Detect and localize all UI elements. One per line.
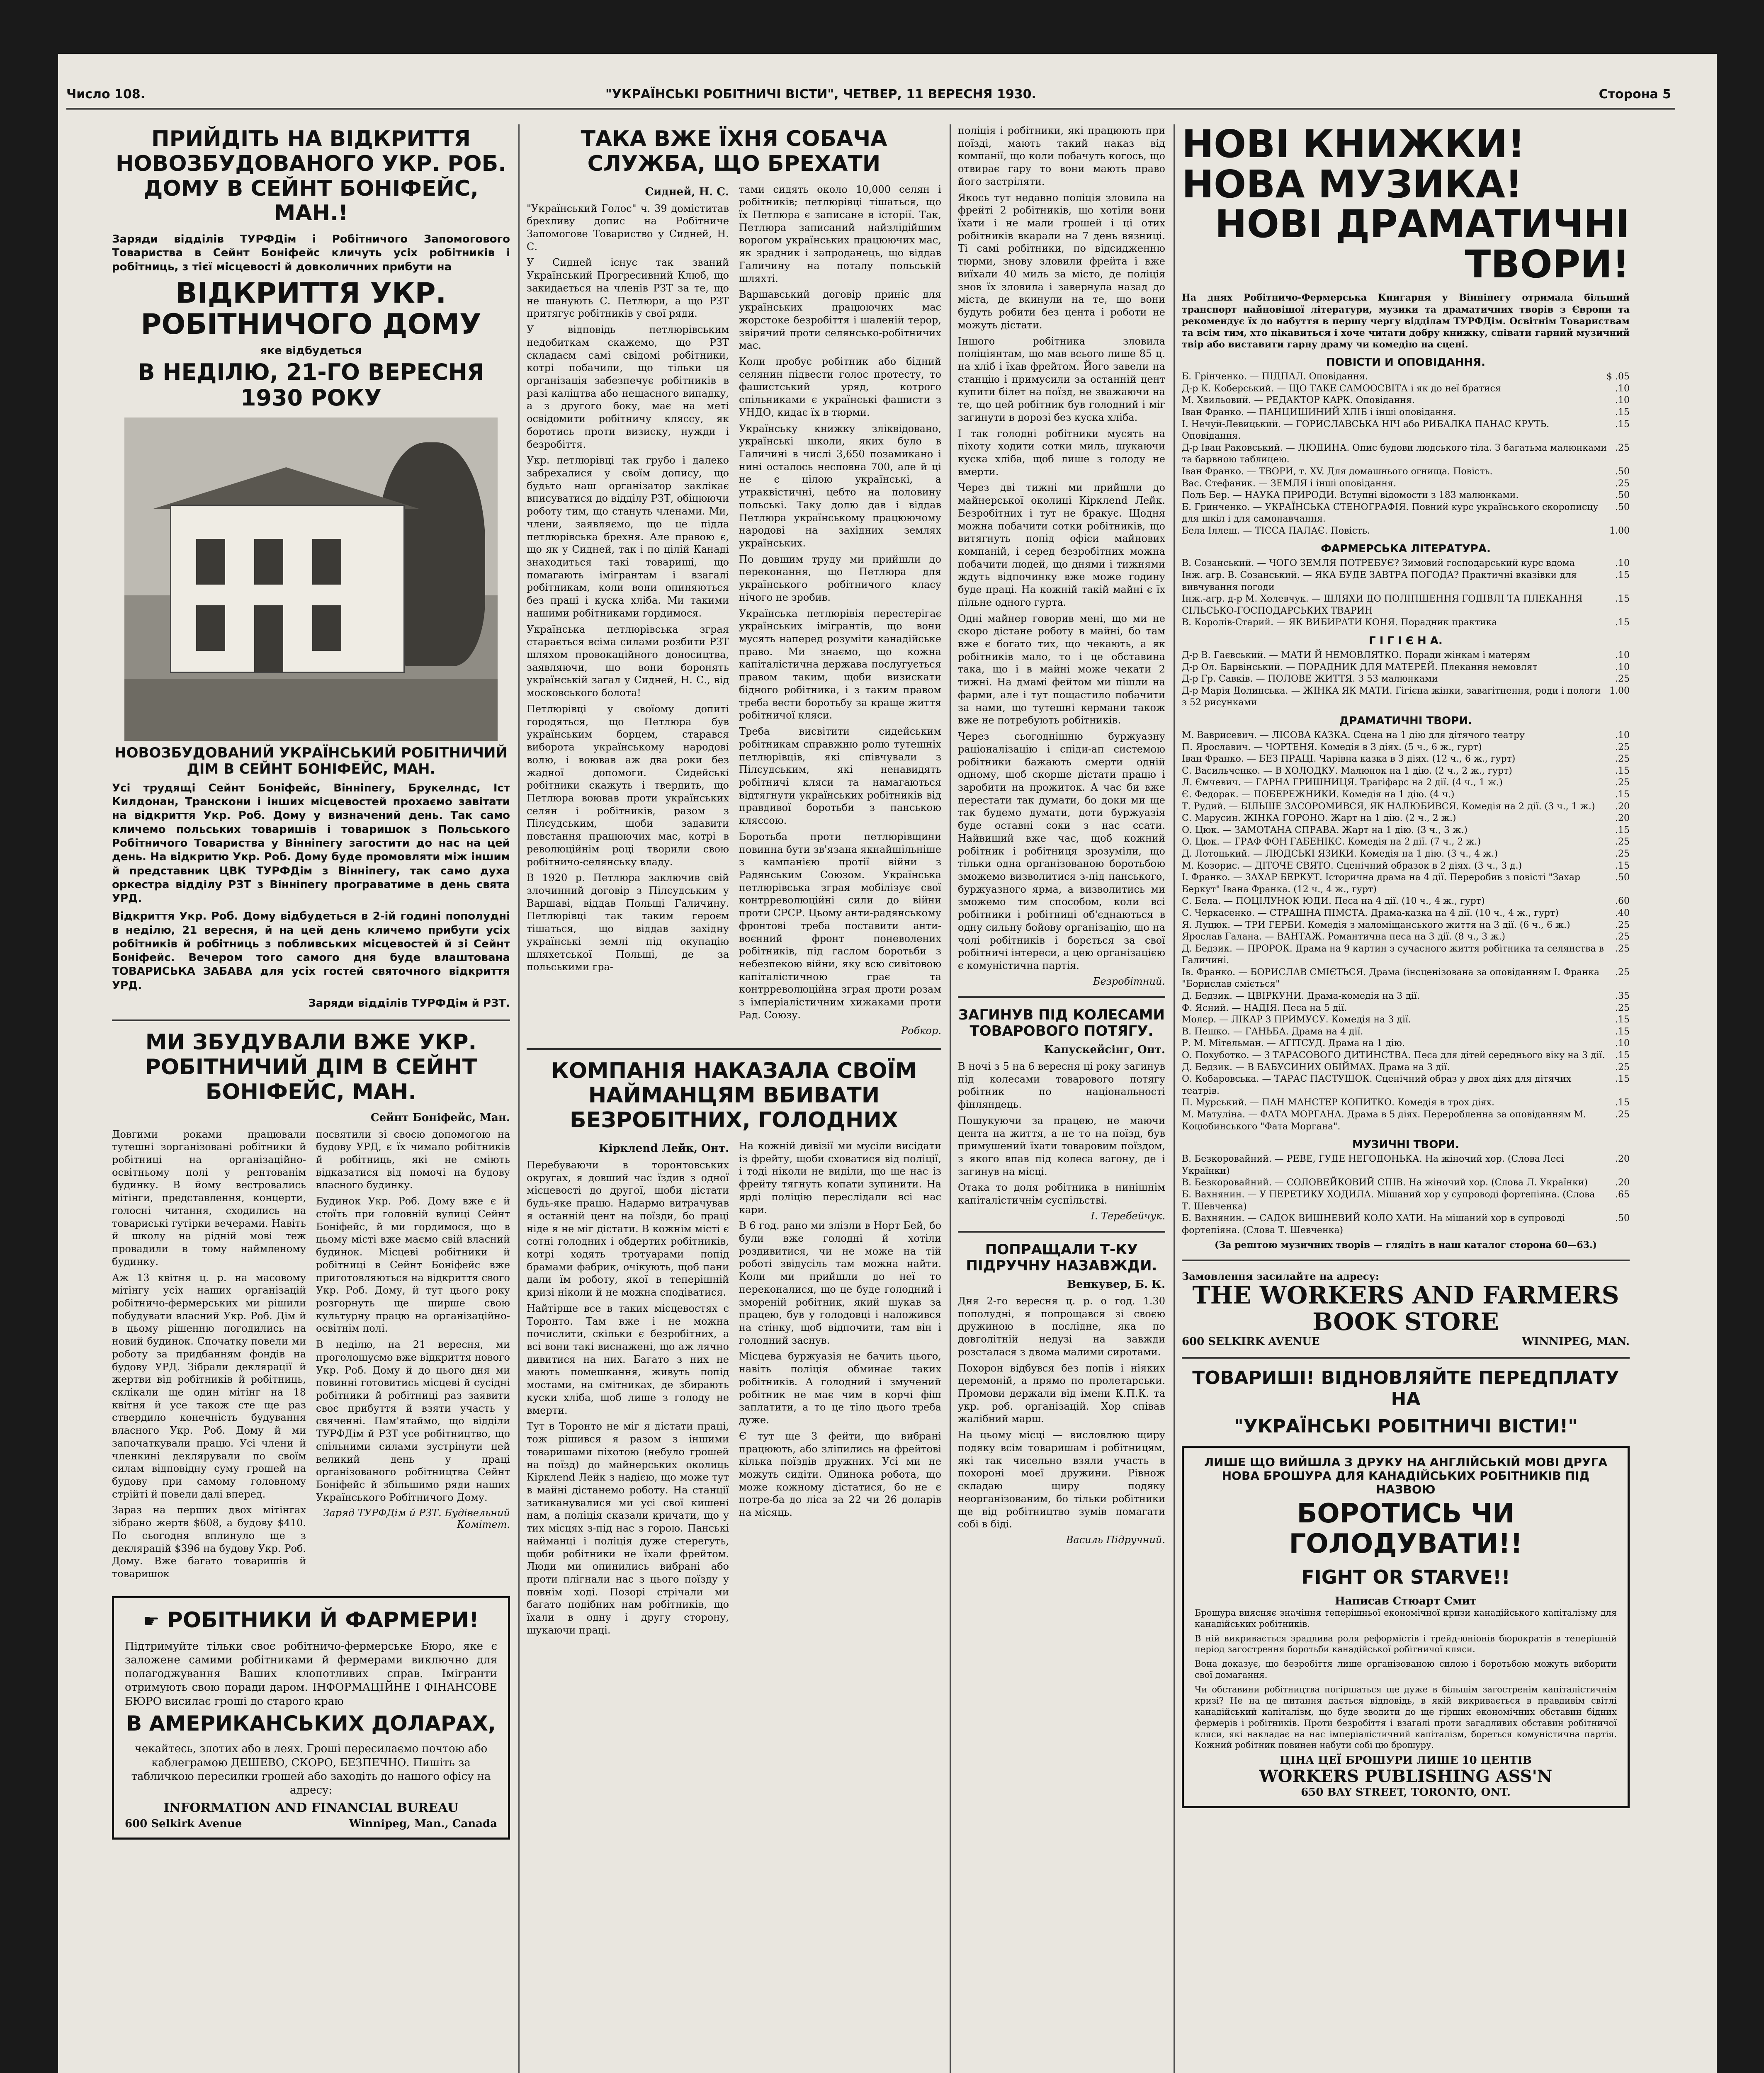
book-list-item — [1182, 617, 1630, 629]
dateline-boniface: Сейнт Боніфейс, Ман. — [370, 1111, 510, 1124]
publisher-name: WORKERS PUBLISHING ASS'N — [1259, 1767, 1553, 1787]
book-price: .35 — [1615, 991, 1630, 1002]
headline-new-dramas: НОВІ ДРАМАТИЧНІ ТВОРИ! — [1215, 202, 1630, 286]
sydney-p15: Боротьба проти петлюрівщини повинна бути зв'язана якнайшільніше з кампанією протії війни з Радянським Союзом. Українська петлюрівська зграя мобілізує свої контрреволюційні сили до війни проти СРСР. Цьому анти-радянському фронтові треба поставити анти-воєнний фронт поневолених робітників, під гаслом боротьби з небезпекою війни, яку всю сивітовою капіталістичною грає та контрреволюційна зграя проти розам з імперіалістичним хижаками проти Рад. Союзу. — [739, 830, 941, 1021]
book-list-item — [1182, 990, 1630, 1003]
book-title: С. Васильченко. — В ХОЛОДКУ. Малюнок на 1 дію. (2 ч., 2 ж., гурт) — [1182, 765, 1512, 776]
book-title: С. Черкасенко. — СТРАШНА ПІМСТА. Драма-казка на 4 дії. (10 ч., 4 ж., гурт) — [1182, 908, 1559, 918]
book-price: .15 — [1615, 860, 1630, 871]
book-price: .10 — [1615, 1038, 1630, 1049]
column-rule — [950, 124, 951, 2073]
photo-caption: НОВОЗБУДОВАНИЙ УКРАЇНСЬКИЙ РОБІТНИЧИЙ ДІМ В СЕЙНТ БОНІФЕЙС, МАН. — [114, 744, 508, 777]
sydney-p7: В 1920 р. Петлюра заключив свій злочинний договір з Пілсудським у Варшаві, віддав Польщі Галичину. Петлюрівці так таким героєм тішаться, що віддав західну українські землі під окупацію шляхетської Польщі, де за польськими гра- — [527, 872, 729, 973]
list-farming — [1182, 558, 1630, 629]
pamphlet-title-eng: FIGHT OR STARVE!! — [1301, 1566, 1510, 1588]
book-list-item — [1182, 1014, 1630, 1026]
book-list-item — [1182, 765, 1630, 777]
farewell-p1: Дня 2-го вересня ц. р. о год. 1.30 пополудні, я попрощався зі своєю дружиною в послідне, яка по довголітній недузі на завжди розсталася з двома малими сиротами. — [958, 1295, 1165, 1358]
book-title: І. Франко. — ЗАХАР БЕРКУТ. Історична драма на 4 дії. Переробив з повісті "Захар Беркут" Івана Франка. (12 ч., 4 ж., гурт) — [1182, 872, 1581, 895]
book-title: В. Королів-Старий. — ЯК ВИБИРАТИ КОНЯ. Порадник практика — [1182, 617, 1497, 628]
book-title: В. Созанський. — ЧОГО ЗЕМЛЯ ПОТРЕБУЄ? Зимовий господарський курс вдома — [1182, 558, 1575, 569]
book-price: .15 — [1615, 825, 1630, 835]
killed-p1: В ночі з 5 на 6 вересня ці року загинув під колесами товарового потягу робітник по національності фінляндець. — [958, 1060, 1165, 1111]
store-name-2: BOOK STORE — [1312, 1308, 1499, 1336]
book-price: .60 — [1615, 896, 1630, 907]
bureau-ad-dollars: В АМЕРИКАНСЬКИХ ДОЛАРАХ, — [126, 1711, 496, 1736]
book-list-item — [1182, 896, 1630, 908]
headline-farewell: ПОПРАЩАЛИ Т-КУ ПІДРУЧНУ НАЗАВЖДИ. — [966, 1241, 1157, 1274]
publisher-address: 650 BAY STREET, TORONTO, ONT. — [1301, 1786, 1511, 1799]
book-list-item — [1182, 908, 1630, 920]
sydney-p11: Українську книжку зліквідовано, українські школи, яких було в Галичині в числі 3,650 позамикано і нині осталось несповна 700, але й ці не є цілою українські, а утраквістичні, цебто на половину польські. Таку долю дав і віддав Петлюра українському працюючому народові на західних землях українських. — [739, 422, 941, 549]
built-signature: Заряд ТУРФДім й РЗТ. Будівельний Комітет. — [323, 1507, 510, 1531]
book-title: Д. Бедзик. — ЦВІРКУНИ. Драма-комедія на 3 дії. — [1182, 991, 1420, 1002]
book-list-item — [1182, 1153, 1630, 1177]
kirkland-cont-p6: Одні майнер говорив мені, що ми не скоро дістане роботу в майні, бо там вже є богато тих, що чекають, а як робітників мало, то і це обставина така, що і в майні може чекати 2 тижні. На дмамі фейтом ми пішли на фарми, але і тут пощастило побачити за нами, що тутешні кермани також вже не потребують робітників. — [958, 612, 1165, 726]
book-list-item — [1182, 395, 1630, 407]
dateline-kirkland: Кірклend Лейк, Онт. — [598, 1142, 729, 1155]
column-3 — [958, 124, 1165, 2073]
book-title: С. Бела. — ПОЦІЛУНОК ЮДИ. Песа на 4 дії. (10 ч., 4 ж., гурт) — [1182, 896, 1485, 907]
built-body-4: Аж 13 квітня ц. р. на масовому мітінгу усіх наших організацій робітничо-фермерських ми рішили побудувати власний Укр. Роб. Дім й в цьому рішенню погодились на новий будинок. Спочатку повели ми роботу за придбанням фондів на будову УРД. Зібрали деклярації й жертви від робітників й робітниць, склікали ще один мітінг на 18 квітня й усе також сте ще раз ствердило конечність будування власного Укр. Роб. Дому й ми започаткували працю. Усі члени й членкині деклярували по своїм силам відповідну суму грошей на будову при самому головному стрійті й повели далі вперед. — [112, 1272, 306, 1500]
book-list-item — [1182, 848, 1630, 860]
book-title: Д-р В. Гаєвський. — МАТИ Й НЕМОВЛЯТКО. Поради жінкам і матерям — [1182, 650, 1530, 661]
book-list-item — [1182, 1073, 1630, 1097]
book-list-item — [1182, 593, 1630, 617]
category-farming: ФАРМЕРСЬКА ЛІТЕРАТУРА. — [1321, 543, 1491, 556]
book-price: .10 — [1615, 730, 1630, 740]
book-list-item — [1182, 442, 1630, 466]
book-list-item — [1182, 662, 1630, 674]
category-dramas: ДРАМАТИЧНІ ТВОРИ. — [1339, 715, 1472, 727]
dateline-sydney: Сидней, Н. С. — [645, 185, 729, 198]
bureau-ad-body: Підтримуйте тільки своє робітничо-фермерське Бюро, яке є заложене самими робітниками й фермерами виключно для полагоджування Ваших клопотливих справ. Імігранти отримують свою поради даром. ІНФОРМАЦІЙНЕ І ФІНАНСОВЕ БЮРО висилає гроші до старого краю — [125, 1640, 497, 1708]
book-title: Б. Вахнянин. — САДОК ВИШНЕВИЙ КОЛО ХАТИ. На мішаний хор в супроводі фортепіяна. (Слова Т. Шевченка) — [1182, 1213, 1565, 1236]
book-price: .25 — [1615, 932, 1630, 942]
sydney-p8: тами сидять около 10,000 селян і робітників; петлюрівці тішаться, що їх Петлюра є записане в історії. Так, Петлюра записаний найзлідійшим ворогом українських працюючих мас, як зрадник і запроданець, що віддав Галичину на поталу польській шляхті. — [739, 183, 941, 284]
opening-which: яке відбудеться — [260, 344, 362, 357]
book-price: .40 — [1615, 908, 1630, 918]
list-music — [1182, 1153, 1630, 1236]
book-list-item — [1182, 673, 1630, 685]
sydney-p4: Укр. петлюрівці так грубо і далеко забрехалися у своїм допису, що будьто наш організатор заклікає вписуватися до відділу РЗТ, обіцюючи роботу тим, що стануть членами. Ми, члени, заявляємо, що це підла петлюрівська брехня. Але правою є, що як у Сидней, так і по цілій Канаді знаходиться такі товариші, що помагають імігрантам і взагалі робітникам, коли вони опиняються без праці і куска хліба. Ми такими нашими робітниками гордимося. — [527, 454, 729, 619]
killed-p3: Отака то доля робітника в нинішнім капіталістичнім суспільстві. — [958, 1182, 1165, 1206]
pamphlet-body-2: В ній викривається зрадлива роля реформістів і трейд-юніонів бюрократів в теперішній період загострення боротьби канадійської робітничої кляси. — [1195, 1633, 1617, 1655]
book-title: О. Цюк. — ЗАМОТАНА СПРАВА. Жарт на 1 дію. (3 ч., 3 ж.) — [1182, 825, 1468, 835]
column-2 — [527, 124, 941, 2073]
book-title: Інж.-агр. д-р М. Холевчук. — ШЛЯХИ ДО ПОЛІПШЕННЯ ГОДІВЛІ ТА ПЛЕКАННЯ СІЛЬСЬКО-ГОСПОДАРСЬКИХ ТВАРИН — [1182, 594, 1583, 616]
masthead-line: "УКРАЇНСЬКІ РОБІТНИЧІ ВІСТИ", ЧЕТВЕР, 11 ВЕРЕСНЯ 1930. — [605, 87, 1036, 102]
book-title: Поль Бер. — НАУКА ПРИРОДИ. Вступні відомости з 183 малюнками. — [1182, 490, 1519, 501]
book-title: М. Ваврисевич. — ЛІСОВА КАЗКА. Сцена на 1 дію для дітячого театру — [1182, 730, 1525, 740]
column-rule — [518, 124, 520, 2073]
sydney-p9: Варшавський договір приніс для українських працюючих мас жорстоке безробіття і шаленій терор, звірячий проти селянсько-робітничих мас. — [739, 289, 941, 352]
headline-killed: ЗАГИНУВ ПІД КОЛЕСАМИ ТОВАРОВОГО ПОТЯГУ. — [958, 1006, 1165, 1039]
book-price: 1.00 — [1609, 685, 1630, 696]
book-price: .15 — [1615, 1026, 1630, 1037]
book-title: В. Безкоровайний. — РЕВЕ, ГУДЕ НЕГОДОНЬКА. На жіночий хор. (Слова Лесі Українки) — [1182, 1154, 1564, 1176]
book-list-item — [1182, 419, 1630, 442]
opening-body-1: Усі трудящі Сейнт Боніфейс, Вінніпегу, Брукелндс, Іст Килдонан, Транскони і інших місцевостей прохаємо завітати на відкриття Укр. Роб. Дому у визначений день. Так само кличемо польських товаришів і товаришок з Польського Робітничого Товариства у Вінніпегу загостити до нас на цей день. На відкритю Укр. Роб. Дому буде промовляти між іншим й представник ЦВК ТУРФДім з Вінніпегу, так само духа оркестра відділу РЗТ з Вінніпегу програватиме в день свята УРД. — [112, 782, 510, 905]
dateline-kapuskasing: Капускейсінг, Онт. — [1044, 1043, 1165, 1056]
headline-opening: ПРИЙДІТЬ НА ВІДКРИТТЯ НОВОЗБУДОВАНОГО УКР. РОБ. ДОМУ В СЕЙНТ БОНІФЕЙС, МАН.! — [115, 126, 507, 226]
sydney-p13: Українська петлюрівія перестерігає українських імігрантів, що вони мусять наперед розуміти канадійське право. Ми знаємо, що кожна капіталістична держава послугується правом таким, щоби визискати бідного робітника, і з таким правом треба вести боротьбу за краще життя робітничої кляси. — [739, 607, 941, 721]
kirkland-p3: Тут в Торонто не міг я дістати праці, тож рішився я разом з іншими товаришами піхотою (небуло грошей на поїзд) до майнерських околиць Кірклend Лейк з надією, що може тут в майні дістанемо роботу. На станції затиканувалися ми усі свої кишені нам, а поліція сказали кричати, що у тих місцях з-під нас з горою. Панські найманці і поліція дуже стерегуть, щоби робітники не їхали фрейтом. Люди ми опинились вибрані або проти плігнали нас з цього поїзду у повнім ході. Позорі стрічали ми багато подібних нам робітників, що їхали в одну і другу сторону, шукаючи праці. — [527, 1420, 729, 1636]
column-rule — [1174, 124, 1175, 2073]
book-price: .15 — [1615, 419, 1630, 430]
book-list-item — [1182, 1038, 1630, 1050]
book-title: Д. Бедзик. — ПРОРОК. Драма на 9 картин з сучасного життя робітника та селянства в Галичині. — [1182, 943, 1604, 966]
book-title: Б. Вахнянин. — У ПЕРЕТИКУ ХОДИЛА. Мішаний хор у супроводі фортепіяна. (Слова Т. Шевченка) — [1182, 1189, 1595, 1212]
store-address: 600 SELKIRK AVENUE — [1182, 1335, 1320, 1348]
kirkland-p6: Місцева буржуазія не бачить цього, навіть поліція обминає таких робітників. А голодний і змучений робітник не має чим в корчі фіш заплатити, а то це тіло цього треба дуже. — [739, 1350, 941, 1426]
book-list-item — [1182, 1177, 1630, 1189]
catalog-note: (За рештою музичних творів — глядіть в наш каталог сторона 60—63.) — [1214, 1240, 1597, 1251]
pamphlet-ad — [1182, 1446, 1630, 1808]
book-price: .50 — [1615, 502, 1630, 512]
book-title: Д-р К. Коберський. — ЩО ТАКЕ САМООСВІТА і як до неї братися — [1182, 383, 1501, 394]
book-title: Д-р Марія Долинська. — ЖІНКА ЯК МАТИ. Гігієна жінки, завагітнення, роди і пологи з 52 рисунками — [1182, 685, 1601, 708]
book-price: .15 — [1615, 1015, 1630, 1025]
book-price: .25 — [1615, 754, 1630, 765]
pamphlet-title: БОРОТИСЬ ЧИ ГОЛОДУВАТИ!! — [1289, 1498, 1523, 1560]
book-list-item — [1182, 466, 1630, 478]
sydney-p3: У відповідь петлюрівським недобиткам скажемо, що РЗТ складаєм самі свідомі робітники, котрі побачили, що тільки ця організація забезпечує робітників в разі каліцтва або нещасного випадку, а з другого боку, має на меті освідомити робітничу кляссу, як боротись проти визиску, нужди і безробіття. — [527, 324, 729, 450]
book-title: Т. Рудий. — БІЛЬШЕ ЗАСОРОМИВСЯ, ЯК НАЛЮБИВСЯ. Комедія на 2 дії. (3 ч., 1 ж.) — [1182, 801, 1595, 812]
book-price: .25 — [1615, 442, 1630, 453]
store-city: WINNIPEG, MAN. — [1522, 1335, 1630, 1348]
page-header — [66, 75, 1675, 110]
book-price: .15 — [1615, 765, 1630, 776]
kirkland-cont-p4: І так голодні робітники мусять на піхоту ходити сотки миль, шукаючи куска хліба, щоб лише з голоду не вмерти. — [958, 427, 1165, 478]
sydney-p14: Треба висвітити сидейським робітникам справжню ролю тутешніх петлюрівців, які співчували з Пілсудським, які ненавидять робітничі кляси та намагаються відтягнути українських робітників від правдивої боротьби з панською кляссою. — [739, 726, 941, 827]
book-price: .50 — [1615, 1213, 1630, 1224]
book-price: .15 — [1615, 789, 1630, 800]
killed-signature: І. Теребейчук. — [1091, 1210, 1165, 1222]
book-price: .15 — [1615, 1097, 1630, 1108]
dateline-vancouver: Венкувер, Б. К. — [1067, 1278, 1165, 1291]
book-price: .15 — [1615, 617, 1630, 628]
kirkland-cont-p2: Якось тут недавно поліція зловила на фрейті 2 робітників, що хотіли вони їхати і не мали грошей і ці отих робітників вкарали на 7 день вязниці. Ті самі робітники, по відсидженню тюрми, знову зловили фрейта і вже виїхали 40 миль за місто, де поліція знов їх зловила і завернула назад до міста, де вкинули на те, що вони будуть робити без цента і роботи не можуть дістати. — [958, 192, 1165, 331]
sydney-p12: По довшим труду ми прийшли до переконання, що Петлюра для українського робітничого класу нічого не зробив. — [739, 553, 941, 603]
sydney-p2: У Сидней існує так званий Український Прогресивний Клюб, що закидається на членів РЗТ за те, що не шанують С. Петлюри, а що РЗТ притягує робітників у свої ряди. — [527, 257, 729, 320]
book-list-item — [1182, 1003, 1630, 1015]
headline-built: МИ ЗБУДУВАЛИ ВЖЕ УКР. РОБІТНИЧИЙ ДІМ В СЕЙНТ БОНІФЕЙС, МАН. — [145, 1030, 477, 1104]
book-list-item — [1182, 407, 1630, 419]
kirkland-cont-p3: Іншого робітника зловила поліціянтам, що мав всього лише 85 ц. на хліб і їхав фрейтом. Його завели на станцію і примусили за останній цент купити білет на поїзд, не зважаючи на те, що цей робітник був голодний і міг загинути в дорозі без куска хліба. — [958, 335, 1165, 423]
book-list-item — [1182, 943, 1630, 967]
book-title: О. Цюк. — ГРАФ ФОН ГАБЕНІКС. Комедія на 2 дії. (7 ч., 2 ж.) — [1182, 837, 1481, 847]
pointing-hand-icon: ☛ — [143, 1610, 160, 1632]
book-list-item — [1182, 1062, 1630, 1074]
book-list-item — [1182, 502, 1630, 525]
book-price: .25 — [1615, 1062, 1630, 1073]
book-price: .25 — [1615, 848, 1630, 859]
book-title: Бела Іллеш. — ТІССА ПАЛАЄ. Повість. — [1182, 525, 1370, 536]
book-price: .25 — [1615, 478, 1630, 489]
column-4 — [1182, 124, 1630, 2073]
headline-dog-service: ТАКА ВЖЕ ЇХНЯ СОБАЧА СЛУЖБА, ЩО БРЕХАТИ — [581, 126, 887, 176]
book-list-item — [1182, 836, 1630, 848]
opening-signature: Заряди відділів ТУРФДім й РЗТ. — [308, 997, 510, 1010]
category-music: МУЗИЧНІ ТВОРИ. — [1352, 1138, 1459, 1151]
list-stories — [1182, 371, 1630, 537]
book-title: О. Похуботко. — З ТАРАСОВОГО ДИТИНСТВА. Песа для дітей середнього віку на 3 дії. — [1182, 1050, 1605, 1061]
book-title: Молєр. — ЛІКАР З ПРИМУСУ. Комедія на 3 дії. — [1182, 1015, 1411, 1025]
book-list-item — [1182, 1213, 1630, 1236]
book-price: .50 — [1615, 872, 1630, 883]
book-title: Ф. Ясний. — НАДІЯ. Песа на 5 дії. — [1182, 1003, 1347, 1013]
book-title: Д-р Іван Раковський. — ЛЮДИНА. Опис будови людського тіла. З багатьма малюнками та барвною таблицею. — [1182, 442, 1607, 465]
workers-home-photo — [124, 418, 498, 741]
book-list-item — [1182, 920, 1630, 932]
book-title: В. Безкоровайний. — СОЛОВЕЙКОВИЙ СПІВ. На жіночий хор. (Слова Л. Українки) — [1182, 1177, 1588, 1188]
pamphlet-body-4: Чи обставини робітництва погіршаться ще дуже в більшім загостренім капіталістичнім кризі? Не на це питання дається відповідь, в якій викривається в правдивім світлі канадійський капіталізм, що буде зводити до ще гірших економічних обставин бідних фермерів і робітників. Проти безробіття і взагалі проти загадливих обставин робітничої кляси, які накладає на нас імперіалістичний капіталізм, бореться комуністична партія. Кожний робітник повинен набути собі цю брошуру. — [1195, 1685, 1617, 1750]
opening-title: ВІДКРИТТЯ УКР. РОБІТНИЧОГО ДОМУ — [141, 277, 481, 341]
opening-body-2: Відкриття Укр. Роб. Дому відбудеться в 2-ій годині пополудні в неділю, 21 вересня, й на цей день кличемо прибути усіх робітників й робітниць з побливських місцевостей й зі Сейнт Боніфейс. Вечером того самого дня буде влаштована ТОВАРИСЬКА ЗАБАВА для усіх гостей святочного відкриття УРД. — [112, 910, 510, 992]
issue-number: Число 108. — [66, 87, 146, 102]
book-price: .25 — [1615, 777, 1630, 788]
book-list-item — [1182, 777, 1630, 789]
bureau-address: 600 Selkirk Avenue — [125, 1818, 242, 1830]
headline-company-order: КОМПАНІЯ НАКАЗАЛА СВОЇМ НАЙМАНЦЯМ ВБИВАТИ БЕЗРОБІТНИХ, ГОЛОДНИХ — [551, 1058, 917, 1133]
book-title: Д-р Гр. Савків. — ПОЛОВЕ ЖИТТЯ. З 53 малюнками — [1182, 674, 1438, 685]
book-list-item — [1182, 1097, 1630, 1109]
farewell-signature: Василь Підручний. — [1066, 1534, 1165, 1546]
book-title: Я. Луцюк. — ТРИ ГЕРБИ. Комедія з маломіщанського життя на 3 дії. (6 ч., 6 ж.) — [1182, 920, 1570, 930]
book-price: .25 — [1615, 742, 1630, 752]
book-price: .15 — [1615, 570, 1630, 581]
book-title: П. Ярославич. — ЧОРТЕНЯ. Комедія в 3 діях. (5 ч., 6 ж., гурт) — [1182, 742, 1482, 752]
book-price: 1.00 — [1609, 525, 1630, 536]
book-list-item — [1182, 801, 1630, 813]
sydney-p1: "Український Голос" ч. 39 доміститав брехливу допис на Робітниче Запомогове Товариство у Сидней, Н. С. — [527, 202, 729, 252]
book-price: .25 — [1615, 1003, 1630, 1013]
book-title: Д. Бедзик. — В БАБУСИНИХ ОБІЙМАХ. Драма на 3 дії. — [1182, 1062, 1450, 1073]
pamphlet-body-3: Вона доказує, що безробіття лише організованою силою і боротьбою можуть виборити свої домагання. — [1195, 1659, 1617, 1680]
book-price: .15 — [1615, 407, 1630, 418]
book-title: Вас. Стефаник. — ЗЕМЛЯ і інші оповідання. — [1182, 478, 1397, 489]
book-list-item — [1182, 383, 1630, 395]
book-list-item — [1182, 685, 1630, 709]
book-title: Л. Ємчевич. — ГАРНА ГРИШНИЦЯ. Трагіфарс на 2 дії. (4 ч., 1 ж.) — [1182, 777, 1503, 788]
book-list-item — [1182, 931, 1630, 943]
kirkland-p5: В 6 год. рано ми злізли в Норт Бей, бо були вже голодні й хотіли роздивитися, чи не може на тій роботі звідусіль там можна найти. Коли ми прийшли до неї то переконалися, що це буде голодний і змореній робітник, який шукав за працею, був у голодовці і наложився на стінку, щоб відпочити, там він і голодний заснув. — [739, 1220, 941, 1346]
book-list-item — [1182, 478, 1630, 490]
book-price: .25 — [1615, 674, 1630, 685]
pamphlet-intro: ЛИШЕ ЩО ВИЙШЛА З ДРУКУ НА АНГЛІЙСЬКІЙ МОВІ ДРУГА НОВА БРОШУРА ДЛЯ КАНАДІЙСЬКИХ РОБІТНИКІВ ПІД НАЗВОЮ — [1204, 1455, 1608, 1496]
opening-intro: Заряди відділів ТУРФДім і Робітничого Запомогового Товариства в Сейнт Боніфейс кличуть усіх робітників і робітниць, з тієї місцевості й довколичних прибути на — [112, 233, 510, 273]
book-title: Д. Лотоцький. — ЛЮДСЬКІ ЯЗИКИ. Комедія на 1 дію. (3 ч., 4 ж.) — [1182, 848, 1498, 859]
book-title: Іван Франко. — ТВОРИ, т. XV. Для домашнього огнища. Повість. — [1182, 466, 1493, 477]
farewell-p3: На цьому місці — висловлюю щиру подяку всім товаришам і робітницям, які так чисельно взяли участь в похороні моєї дружини. Рівнож складаю щиру подяку неорганізованим, бо тільки робітники ще від робітництво зумів помагати собі в біді. — [958, 1429, 1165, 1530]
category-hygiene: Г І Г І Є Н А. — [1369, 635, 1443, 648]
killed-p2: Пошукуючи за працею, не маючи цента на життя, а не то на поїзд, був примушений їхати товаровим поїздом, з якого впав під колеса вагону, де і загинув на місці. — [958, 1114, 1165, 1177]
book-title: П. Мурський. — ПАН МАНСТЕР КОПИТКО. Комедія в трох діях. — [1182, 1097, 1494, 1108]
page-number: Сторона 5 — [1599, 87, 1671, 102]
book-list-item — [1182, 490, 1630, 502]
book-title: Б. Гринченко. — УКРАЇНСЬКА СТЕНОГРАФІЯ. Повний курс українського скорописцу для шкіл і для самонавчання. — [1182, 502, 1599, 524]
built-body-8: В неділю, на 21 вересня, ми проголошуємо вже відкриття нового Укр. Роб. Дому й до цього дня ми повинні готовитись місцеві й сусідні робітники й робітниці раз заявити своє прибуття й взяти участь у свяченні. Пам'ятаймо, що відділи ТУРФДім й РЗТ усе робітництво, що спільними силами зустрінути цей великий день у праці організованого робітництва Сейнт Боніфейс й збільшимо ряди наших Українського Робітничого Дому. — [316, 1339, 510, 1503]
book-price: .50 — [1615, 466, 1630, 477]
book-list-item — [1182, 872, 1630, 896]
kirkland-p4: На кожній дивізії ми мусіли висідати із фрейту, щоби сховатися від поліції, і тоді ніколи не виділи, що ще нас із фрейту тягнуть копати зупинити. На ярді поліцію переслідали всі нас кари. — [739, 1140, 941, 1216]
kirkland-cont-p5: Через дві тижні ми прийшли до майнерської околиці Кірклend Лейк. Безробітних і тут не бракує. Щодня можна побачити сотки робітників, що витягнуть попід офіси майнових компаній, і серед безробітних можна побачити людей, що днями і тижнями ждуть відпочинку вже може годину буде праці. На кожній такій майні є їх пільне одного гурта. — [958, 482, 1165, 608]
kirkland-p2: Найтірше все в таких місцевостях є Торонто. Там вже і не можна почислити, скільки є безробітних, а всі вони такі виснажені, що аж лячно дивитися на них. Багато з них не мають помешкання, живуть попід мостами, на смітниках, де збирають куски хліба, щоб лише з голоду не вмерти. — [527, 1302, 729, 1416]
headline-new-books: НОВІ КНИЖКИ! НОВА МУЗИКА! — [1182, 124, 1525, 206]
sydney-p6: Петлюрівці у своїому допиті городяться, що Петлюра був українським борцем, старався виборота українському народові волю, і воював аж два роки без жадної допомоги. Сидейські робітники скажуть і твердить, що Петлюра воював проти українських селян і робітників, разом з Пілсудським, щоби задавити повстання працюючих мас, котрі в революційнім році творили свою робітничо-селянську владу. — [527, 703, 729, 868]
book-price: .25 — [1615, 943, 1630, 954]
kirkland-cont-p7: Через сьогоднішню буржуазну раціоналізацію і спіди-ап системою робітники бажають смерти одній одному, щоб скорше дістати працю і заробити на прожиток. А час би вже перестати так думати, бо доки ми ще так будемо думати, доти буржуазія буде оставні соки з нас ссати. Найвищий вже час, щоб кожний робітник і робітниця зрозуміли, що тільки одна організованою боротьбою зможемо визволитися з-під панського, буржуазного ярма, а визволитись ми зможемо тим способом, коли всі робітники і робітниці об'єднаються в одну сильну бойову організацію, що на чолі робітників і борється за свої робітничі інтереси, а цею організацією є комуністична партія. — [958, 731, 1165, 971]
book-list-item — [1182, 825, 1630, 837]
book-price: .10 — [1615, 662, 1630, 672]
book-title: Б. Грінченко. — ПІДПАЛ. Оповідання. — [1182, 371, 1368, 382]
book-price: .15 — [1615, 594, 1630, 604]
book-list-item — [1182, 860, 1630, 872]
book-price: .20 — [1615, 1177, 1630, 1188]
book-list-item — [1182, 650, 1630, 662]
sydney-p5: Українська петлюрівська зграя старається всіма силами розбити РЗТ шляхом провокаційного доносицтва, заявляючи, що вони боронять українській загал у Сидней, Н. С., від московського болота! — [527, 623, 729, 699]
book-list-item — [1182, 1109, 1630, 1133]
book-list-item — [1182, 742, 1630, 754]
newspaper-name: "УКРАЇНСЬКІ РОБІТНИЧІ ВІСТИ!" — [1234, 1416, 1578, 1437]
bookstore-intro: На днях Робітничо-Фермерська Книгарня у Вінніпегу отримала більший транспорт найновішої літератури, музики та драматичних творів з Європи та рекомендує їх до набуття в першу чергу відділам ТУРФДім. Освітнім Товариствам та всім тим, хто цікавиться і хоче читати добру книжку, співати гарний музичний твір або виставити гарну драму чи комедію на сцені. — [1182, 292, 1630, 350]
column-1 — [112, 124, 510, 2073]
book-title: О. Кобаровська. — ТАРАС ПАСТУШОК. Сценічний образ у двох діях для дітячих театрів. — [1182, 1074, 1572, 1096]
opening-date: В НЕДІЛЮ, 21-ГО ВЕРЕСНЯ 1930 РОКУ — [138, 359, 484, 411]
book-list-item — [1182, 1050, 1630, 1062]
book-title: М. Матуліна. — ФАТА МОРГАНА. Драма в 5 діях. Переробленна за оповіданням М. Коцюбинського "Фата Моргана". — [1182, 1109, 1586, 1132]
book-price: .25 — [1615, 837, 1630, 847]
kirkland-signature: Безробітний. — [1093, 975, 1165, 987]
book-price: .15 — [1615, 1050, 1630, 1061]
book-title: Р. М. Мітельман. — АГІТСУД. Драма на 1 дію. — [1182, 1038, 1405, 1049]
list-hygiene — [1182, 650, 1630, 709]
book-price: $ .05 — [1606, 371, 1630, 382]
book-title: Іван Франко. — ПАНЦИШИНИЙ ХЛІБ і інші оповідання. — [1182, 407, 1456, 418]
kirkland-p1: Перебуваючи в торонтовських округах, я довший час їздив з одної місцевості до другої, щоби дістати будь-яке працю. Надармо витрачував я останній цент на поїзди, бо праці ніде я не міг дістати. В кожнім місті є сотні голодних і обдертих робітників, котрі ходять тротуарами попід брамами фабрик, очікують, щоб пани дали їм роботу, якої в теперішній кризі ніколи й не можна сподіватися. — [527, 1159, 729, 1299]
built-body-3: Довгими роками працювали тутешні зорганізовані робітники й робітниці на організаційно-освітньому полі у рентованім будинку. В йому вестровались мітінги, представлення, концерти, голосні читання, сходились на товариські гутірки вечерами. Навіть й школу на рідній мові теж провадили в тому наймленому будинку. — [112, 1128, 306, 1267]
pamphlet-price: ЦІНА ЦЕЇ БРОШУРИ ЛИШЕ 10 ЦЕНТІВ — [1280, 1754, 1532, 1767]
kirkland-p7: Є тут ще 3 фейти, що вибрані працюють, або зліпились на фрейтові кілька поїздів дружних. Усі ми не можуть сидіти. Одинока робота, що може кожному дістатися, бо не є потре-ба до ліса за 22 чи 26 доларів на місяць. — [739, 1430, 941, 1519]
book-price: .10 — [1615, 395, 1630, 406]
farewell-p2: Похорон відбувся без попів і ніяких церемоній, а прямо по пролетарськи. Промови держали від імени К.П.К. та укр. роб. організацій. Хор співав жалібний марш. — [958, 1362, 1165, 1425]
category-stories: ПОВІСТИ И ОПОВІДАННЯ. — [1326, 356, 1485, 369]
book-list-item — [1182, 570, 1630, 593]
kirkland-cont-p1: поліція і робітники, які працюють при поїзді, мають такий наказ від компанії, що коли побачуть когось, що отвирає гару то вони мають право його застріляти. — [958, 125, 1165, 187]
book-title: С. Марусин. ЖІНКА ГОРОНО. Жарт на 1 дію. (2 ч., 2 ж.) — [1182, 813, 1456, 824]
book-list-item — [1182, 525, 1630, 537]
book-price: .65 — [1615, 1189, 1630, 1200]
bureau-name: INFORMATION AND FINANCIAL BUREAU — [163, 1801, 459, 1816]
book-list-item — [1182, 730, 1630, 742]
bureau-ad-title: ☛ РОБІТНИКИ Й ФАРМЕРИ! — [143, 1607, 479, 1633]
order-note: Замовлення засилайте на адресу: — [1182, 1270, 1379, 1283]
book-price: .25 — [1615, 967, 1630, 978]
bureau-city: Winnipeg, Man., Canada — [349, 1818, 497, 1830]
book-title: Ярослав Галана. — ВАНТАЖ. Романтична песа на 3 дії. (8 ч., 3 ж.) — [1182, 932, 1505, 942]
book-price: .50 — [1615, 490, 1630, 501]
book-list-item — [1182, 1026, 1630, 1038]
book-title: Ів. Франко. — БОРИСЛАВ СМІЄТЬСЯ. Драма (інсценізована за оповіданням І. Франка "Борислав сміється" — [1182, 967, 1599, 990]
book-title: І. Нечуй-Левицький. — ГОРИСЛАВСЬКА НІЧ або РИБАЛКА ПАНАС КРУТЬ. Оповідання. — [1182, 419, 1550, 442]
book-title: Інж. агр. В. Созанський. — ЯКА БУДЕ ЗАВТРА ПОГОДА? Практичні вказівки для вивчування погоди — [1182, 570, 1577, 592]
built-body-5: Зараз на перших двох мітінгах зібрано жертв $608, а будову $410. По сьогодня вплинуло ще з деклярацій $396 на будову Укр. Роб. Дому. Вже багато товаришів й товаришок — [112, 1504, 306, 1580]
sydney-p10: Коли пробує робітник або бідний селянин підвести голос протесту, то фашистський уряд, котрого спільниками є українські фашисти з УНДО, кидає їх в тюрми. — [739, 355, 941, 418]
built-body-6: посвятили зі своєю допомогою на будову УРД, є їх чимало робітників й робітниць, які не сміють відказатися від помочі на будову власного будинку. — [316, 1128, 510, 1191]
book-price: .20 — [1615, 813, 1630, 824]
book-list-item — [1182, 558, 1630, 570]
book-price: .25 — [1615, 1109, 1630, 1120]
book-price: .10 — [1615, 558, 1630, 569]
book-list-item — [1182, 1189, 1630, 1213]
book-title: В. Пешко. — ГАНЬБА. Драма на 4 дії. — [1182, 1026, 1363, 1037]
book-price: .20 — [1615, 801, 1630, 812]
book-price: .10 — [1615, 650, 1630, 661]
pamphlet-author: Написав Стюарт Смит — [1335, 1595, 1477, 1607]
book-price: .25 — [1615, 920, 1630, 930]
book-title: М. Хвильовий. — РЕДАКТОР КАРК. Оповідання. — [1182, 395, 1415, 406]
book-list-item — [1182, 813, 1630, 825]
book-list-item — [1182, 789, 1630, 801]
bureau-ad-body-2: чекайтесь, злотих або в леях. Гроші пересилаємо почтою або каблеграмою ДЕШЕВО, СКОРО, БЕЗПЕЧНО. Пишіть за табличкою пересилки грошей або заходіть до нашого офісу на адресу: — [131, 1743, 491, 1797]
book-title: Є. Федорак. — ПОБЕРЕЖНИКИ. Комедія на 1 дію. (4 ч.) — [1182, 789, 1455, 800]
built-body-7: Будинок Укр. Роб. Дому вже є й стоїть при головній вулиці Сейнт Боніфейс, й ми гордимося, що в цьому місті вже маємо свій власний будинок. Місцеві робітники й робітниці в Сейнт Боніфейс вже приготовляються на відкриття свого Укр. Роб. Дому, й тут цього року розгорнуть ще ширше свою культурну працю на організаційно-освітнім полі. — [316, 1195, 510, 1335]
store-name-1: THE WORKERS AND FARMERS — [1192, 1281, 1619, 1310]
book-title: Іван Франко. — БЕЗ ПРАЦІ. Чарівна казка в 3 діях. (12 ч., 6 ж., гурт) — [1182, 754, 1516, 765]
list-dramas — [1182, 730, 1630, 1133]
sydney-signature: Робкор. — [901, 1024, 941, 1036]
book-title: Д-р Ол. Барвінський. — ПОРАДНИК ДЛЯ МАТЕРЕЙ. Плекання немовлят — [1182, 662, 1538, 672]
renew-subscription: ТОВАРИШІ! ВІДНОВЛЯЙТЕ ПЕРЕДПЛАТУ НА — [1192, 1367, 1619, 1410]
book-price: .20 — [1615, 1154, 1630, 1165]
book-title: М. Козорис. — ДІТОЧЕ СВЯТО. Сценічний образок в 2 діях. (3 ч., 3 д.) — [1182, 860, 1522, 871]
book-price: .10 — [1615, 383, 1630, 394]
bureau-ad — [112, 1596, 510, 1840]
book-price: .15 — [1615, 1074, 1630, 1085]
pamphlet-body-1: Брошура виясняє значіння теперішньої економічної кризи канадійського капіталізму для канадійських робітників. — [1195, 1607, 1617, 1629]
book-list-item — [1182, 753, 1630, 765]
book-list-item — [1182, 371, 1630, 383]
book-list-item — [1182, 967, 1630, 990]
